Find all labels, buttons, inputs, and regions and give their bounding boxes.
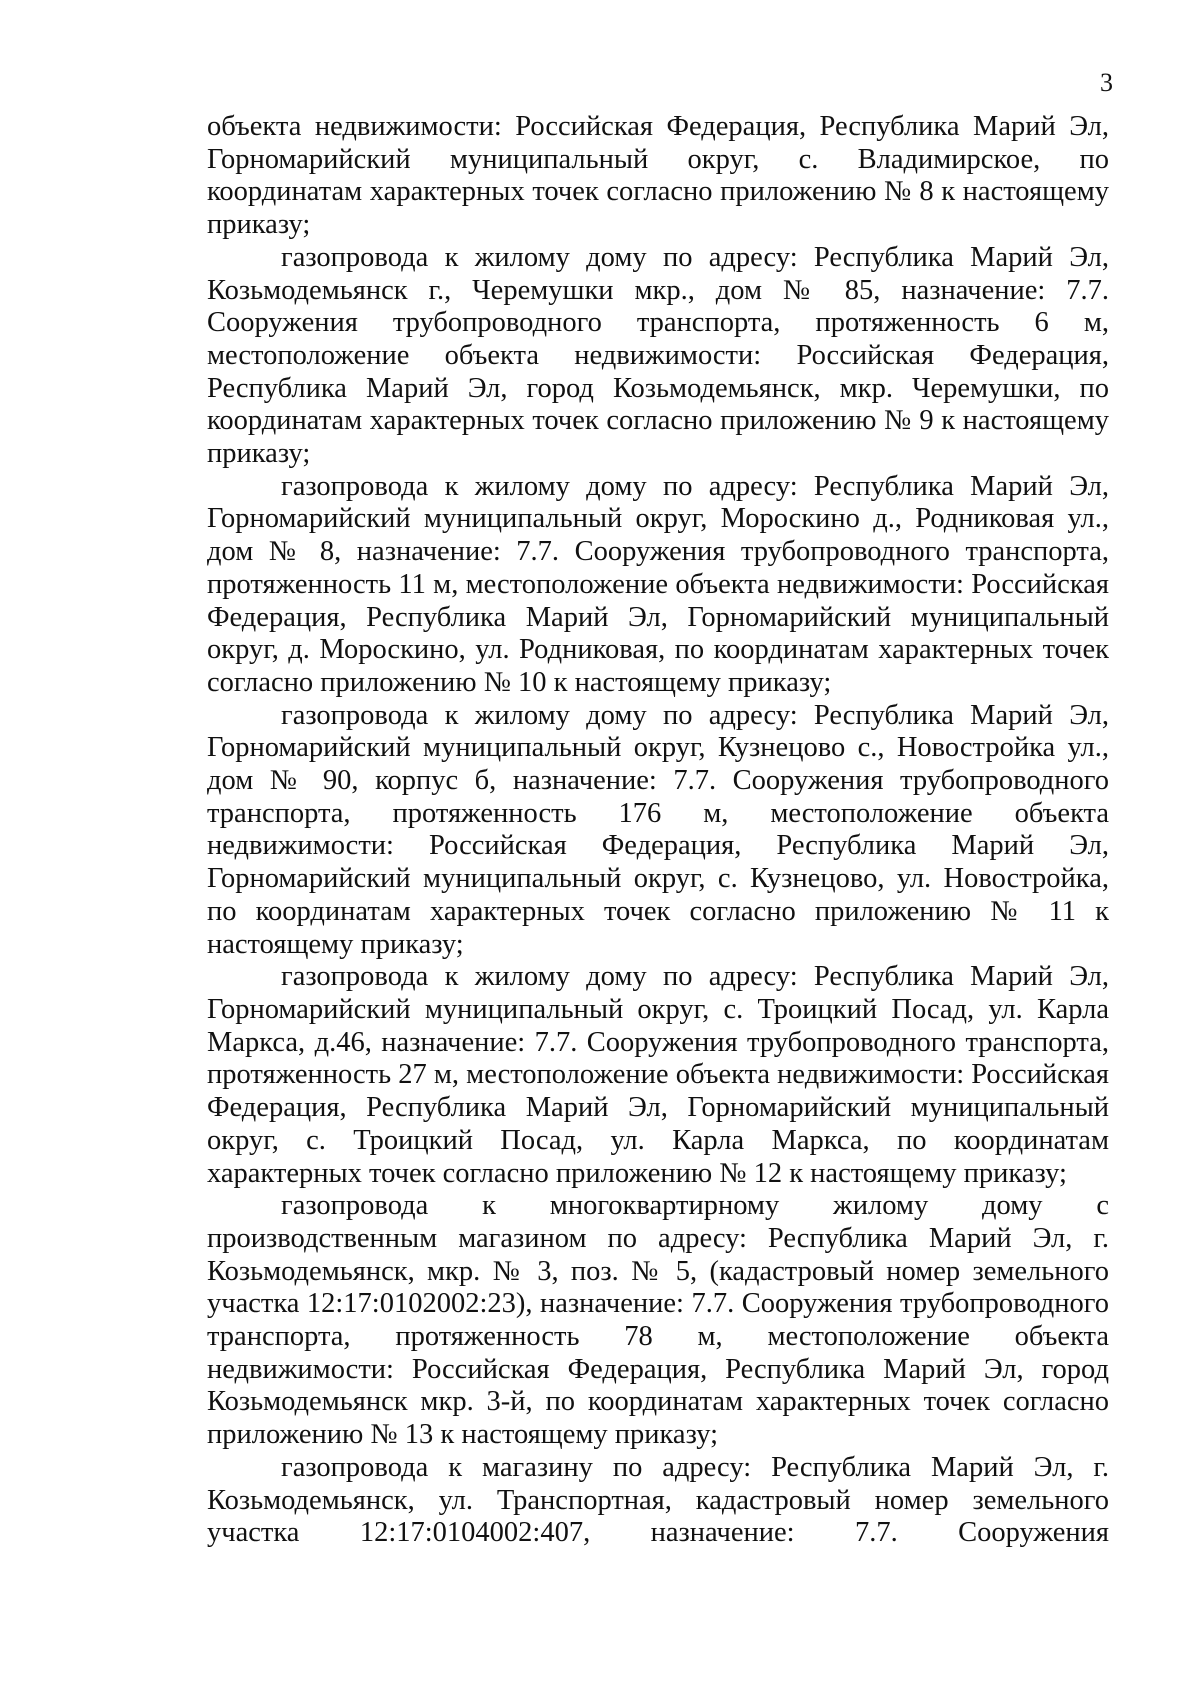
paragraph-gas-pipeline-kuznetsovo-90: газопровода к жилому дому по адресу: Республика Марий Эл, Горномарийский муниципальный округ, Кузнецово с., Новостройка ул., дом № 90, корпус б, назначение: 7.7. Сооружения трубопроводного транспорта, протяженность 176 м, местоположение объекта недвижимости: Российская Федерация, Республика Марий Эл, Горномарийский муниципальный округ, с. Кузнецово, ул. Новостройка, по координатам характерных точек согласно приложению № 11 к настоящему приказу; — [207, 699, 1109, 960]
paragraph-gas-pipeline-moroskino-8: газопровода к жилому дому по адресу: Республика Марий Эл, Горномарийский муниципальный округ, Мороскино д., Родниковая ул., дом № 8, назначение: 7.7. Сооружения трубопроводного транспорта, протяженность 11 м, местоположение объекта недвижимости: Российская Федерация, Республика Марий Эл, Горномарийский муниципальный округ, д. Мороскино, ул. Родниковая, по координатам характерных точек согласно приложению № 10 к настоящему приказу; — [207, 470, 1109, 698]
paragraph-gas-pipeline-apartment-house-shop: газопровода к многоквартирному жилому дому с производственным магазином по адресу: Республика Марий Эл, г. Козьмодемьянск, мкр. № 3, поз. № 5, (кадастровый номер земельного участка 12:17:0102002:23), назначение: 7.7. Сооружения трубопроводного транспорта, протяженность 78 м, местоположение объекта недвижимости: Российская Федерация, Республика Марий Эл, город Козьмодемьянск мкр. 3-й, по координатам характерных точек согласно приложению № 13 к настоящему приказу; — [207, 1190, 1109, 1451]
page-number: 3 — [1100, 68, 1113, 97]
paragraph-gas-pipeline-troitsky-posad: газопровода к жилому дому по адресу: Республика Марий Эл, Горномарийский муниципальный округ, с. Троицкий Посад, ул. Карла Маркса, д.46, назначение: 7.7. Сооружения трубопроводного транспорта, протяженность 27 м, местоположение объекта недвижимости: Российская Федерация, Республика Марий Эл, Горномарийский муниципальный округ, с. Троицкий Посад, ул. Карла Маркса, по координатам характерных точек согласно приложению № 12 к настоящему приказу; — [207, 961, 1109, 1189]
paragraph-continued-object-location: объекта недвижимости: Российская Федерация, Республика Марий Эл, Горномарийский муниципальный округ, с. Владимирское, по координатам характерных точек согласно приложению № 8 к настоящему приказу; — [207, 111, 1109, 241]
paragraph-gas-pipeline-cheremushki-85: газопровода к жилому дому по адресу: Республика Марий Эл, Козьмодемьянск г., Черемушки мкр., дом № 85, назначение: 7.7. Сооружения трубопроводного транспорта, протяженность 6 м, местоположение объекта недвижимости: Российская Федерация, Республика Марий Эл, город Козьмодемьянск, мкр. Черемушки, по координатам характерных точек согласно приложению № 9 к настоящему приказу; — [207, 241, 1109, 470]
document-body — [207, 111, 1109, 1550]
paragraph-gas-pipeline-shop-transportnaya: газопровода к магазину по адресу: Республика Марий Эл, г. Козьмодемьянск, ул. Транспортная, кадастровый номер земельного участка 12:17:0104002:407, назначение: 7.7. Сооружения — [207, 1451, 1109, 1549]
